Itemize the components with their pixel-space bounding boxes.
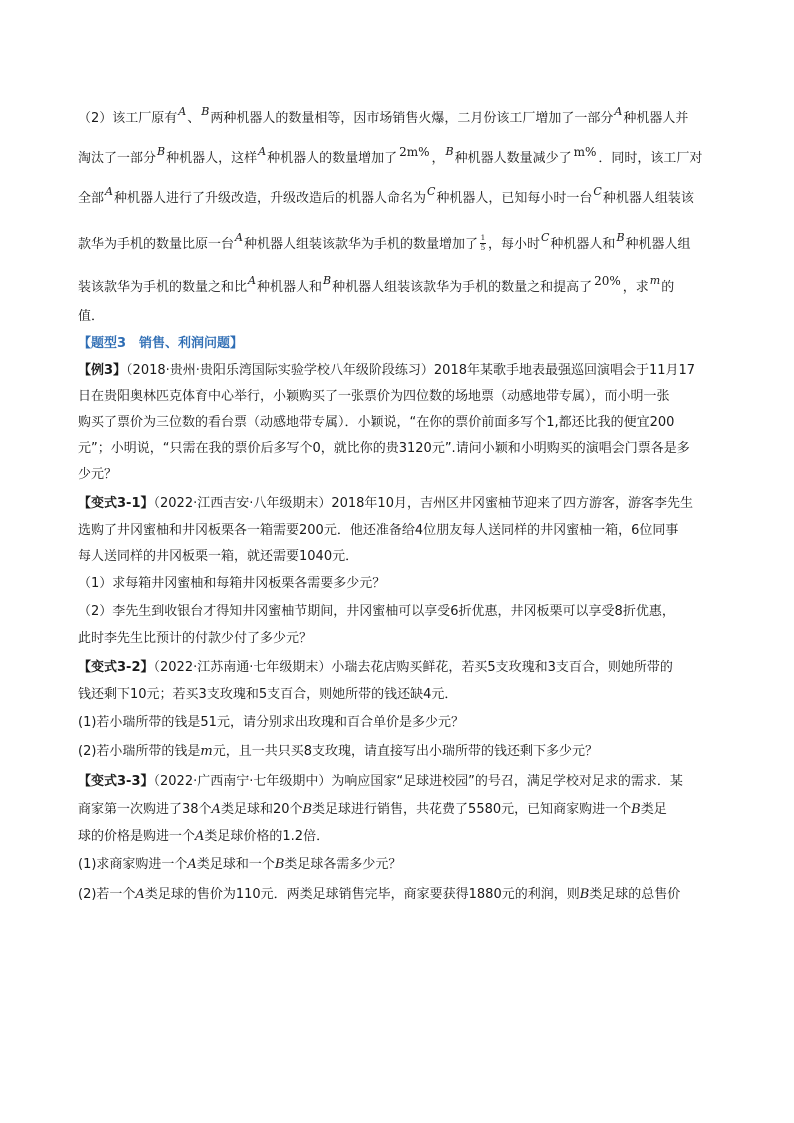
variant-3-1-question-2: （2）李先生到收银台才得知井冈蜜柚节期间，井冈蜜柚可以享受6折优惠，井冈板栗可以享受8折优惠， [78,604,675,619]
variant-3-2-question-2: (2)若小瑞所带的钱是m元，且一共只买8支玫瑰，请直接写出小瑞所带的钱还剩下多少元？ [78,744,599,759]
example-3: 【例3】（2018·贵州·贵阳乐湾国际实验学校八年级阶段练习）2018年某歌手地表最强巡回演唱会于11月17 日在贵阳奥林匹克体育中心举行，小颖购买了一张票价为四位数的场地票（动感地带专属），而小明一张 购买了票价为三位数的看台票（动感地带专属）．小颖说，“在你的票价前面多写个1,都还比我的便宜200 元”；小明说，“只需在我的票价后多写个0，就比你的贵3120元”.请问小颖和小明购买的演唱会门票各是多 少元？ [78,363,696,482]
part2-line-2: 淘汰了一部分$^B$种机器人，这样$^A$种机器人的数量增加了 2m% ，$^B$种机器人数量减少了 m% ．同时，该工厂对 [78,145,703,166]
part2-line-4: 款华为手机的数量比原一台$^A$种机器人组装该款华为手机的数量增加了 $\frac{1}{5}$ ，每小时$^C$种机器人和$^B$种机器人组 [78,231,691,252]
variant-3-2-question-1: (1)若小瑞所带的钱是51元，请分别求出玫瑰和百合单价是多少元？ [78,715,464,730]
variant-3-3-question-2: (2)若一个A类足球的售价为110元．两类足球销售完毕，商家要获得1880元的利润，则B类足球的总售价 [78,887,681,902]
variant-3-3: 【变式3-3】（2022·广西南宁·七年级期中）为响应国家“足球进校园”的号召，满足学校对足求的需求．某 商家第一次购进了38个A类足球和20个B类足球进行销售，共花费了5580元，已知商家购进一个B类足 球的价格是购进一个A类足球价格的1.2倍． (1)求商家购进一个A类足球和一个B类足球各需多少元？ (2)若一个A类足球的售价为110元．两类足球销售完毕，商家要获得1880元的利润，则B类足球的总售价 [78,768,726,910]
problem-part-2 [78,100,726,330]
section-heading-3: 【题型3 销售、利润问题】 [78,336,244,351]
variant-3-3-question-1: (1)求商家购进一个A类足球和一个B类足球各需多少元？ [78,857,402,872]
variant-3-1-question-1: （1）求每箱井冈蜜柚和每箱井冈板栗各需要多少元？ [78,576,386,591]
fraction-one-fifth: $\frac{1}{5}$ [480,234,486,252]
variant-3-1: 【变式3-1】（2022·江西吉安·八年级期末）2018年10月，吉州区井冈蜜柚节迎来了四方游客，游客李先生 选购了井冈蜜柚和井冈板栗各一箱需要200元．他还准备给4位朋友每人送同样的井冈蜜柚一箱，6位同事 每人送同样的井冈板栗一箱，就还需要1040元． （1）求每箱井冈蜜柚和每箱井冈板栗各需要多少元？ （2）李先生到收银台才得知井冈蜜柚节期间，井冈蜜柚可以享受6折优惠，井冈板栗可以享受8折优惠， 此时李先生比预计的付款少付了多少元？ [78,490,726,652]
variant-3-2-tag: 【变式3-2】 [78,660,154,675]
part2-line-1: （2）该工厂原有$^A$、$^B$两种机器人的数量相等，因市场销售火爆，二月份该工厂增加了一部分$^A$种机器人并 [78,105,689,126]
variant-3-2: 【变式3-2】（2022·江苏南通·七年级期末）小瑞去花店购买鲜花，若买5支玫瑰和3支百合，则她所带的 钱还剩下10元；若买3支玫瑰和5支百合，则她所带的钱还缺4元． (1)若小瑞所带的钱是51元，请分别求出玫瑰和百合单价是多少元？ (2)若小瑞所带的钱是m元，且一共只买8支玫瑰，请直接写出小瑞所带的钱还剩下多少元？ [78,654,726,766]
part2-line-6: 值． [78,309,105,324]
example-3-tag: 【例3】 [78,363,127,378]
part2-line-3: 全部$^A$种机器人进行了升级改造，升级改造后的机器人命名为$^C$种机器人，已知每小时一台$^C$种机器人组装该 [78,185,694,206]
part2-line-5: 装该款华为手机的数量之和比$^A$种机器人和$^B$种机器人组装该款华为手机的数量之和提高了 20% ，求$^m$的 [78,274,675,295]
document-page [78,100,726,910]
variant-3-3-tag: 【变式3-3】 [78,774,154,789]
variant-3-1-tag: 【变式3-1】 [78,496,154,511]
